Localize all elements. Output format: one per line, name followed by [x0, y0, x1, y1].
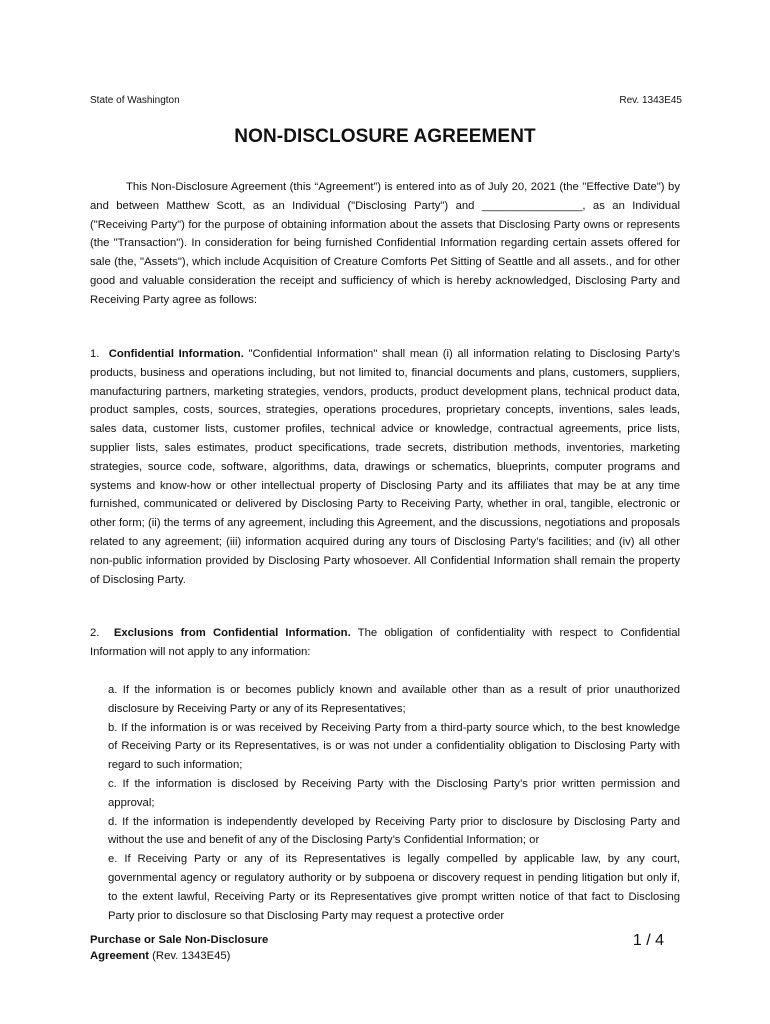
footer-title-line1: Purchase or Sale Non-Disclosure — [90, 934, 269, 946]
list-item: c. If the information is disclosed by Receiving Party with the Disclosing Party’s prior written permission and approval; — [108, 777, 680, 809]
section-text: The obligation of confidentiality with respect to Confidential Information will not apply to any information: — [90, 627, 681, 658]
exclusions-list — [108, 681, 680, 925]
footer-title — [90, 932, 268, 964]
section-number: 2. — [90, 627, 100, 639]
section-heading: Exclusions from Confidential Information. — [113, 627, 351, 639]
page-number: 1 / 4 — [632, 932, 664, 949]
document-title: NON-DISCLOSURE AGREEMENT — [234, 126, 536, 147]
footer-title-bold: Agreement — [90, 950, 150, 962]
section-number: 1. — [90, 348, 100, 360]
footer-title-line2 — [90, 948, 268, 964]
list-item: b. If the information is or was received by Receiving Party from a third-party source which, to the best knowledge of Receiving Party or its Representatives, is or was not under a confidentiality obligation to Disclosing Party with regard to such information; — [108, 721, 680, 772]
list-item: e. If Receiving Party or any of its Representatives is legally compelled by applicable law, by any court, governmental agency or regulatory authority or by subpoena or discovery request in pending litigation but only if, to the extent lawful, Receiving Party or its Representatives give prompt written notice of that fact to Disclosing Party prior to disclosure so that Disclosing Party may request a protective order — [108, 853, 680, 922]
intro-paragraph: This Non-Disclosure Agreement (this “Agreement”) is entered into as of July 20, 2021 (the "Effective Date") by and between Matthew Scott, as an Individual ("Disclosing Party") and ________________, as an Individual ("Receiving Party") for the purpose of obtaining information about the assets that Disclosing Party owns or represents (the "Transaction"). In consideration for being furnished Confidential Information regarding certain assets offered for sale (the, "Assets"), which include Acquisition of Creature Comforts Pet Sitting of Seattle and all assets., and for other good and valuable consideration the receipt and sufficiency of which is hereby acknowledged, Disclosing Party and Receiving Party agree as follows: — [90, 181, 680, 306]
revision-label: Rev. 1343E45 — [619, 95, 682, 106]
section-exclusions — [90, 624, 680, 662]
section-text: "Confidential Information" shall mean (i) all information relating to Disclosing Party’s products, business and operations including, but not limited to, financial documents and plans, customers, suppliers, manufacturing partners, marketing strategies, vendors, products, product development plans, technical product data, product samples, costs, sources, strategies, operations procedures, proprietary concepts, inventions, sales leads, sales data, customer lists, customer profiles, technical advice or knowledge, contractual agreements, price lists, supplier lists, sales estimates, product specifications, trade secrets, distribution methods, inventories, marketing strategies, source code, software, algorithms, data, drawings or schematics, blueprints, computer programs and systems and know-how or other intellectual property of Disclosing Party and its affiliates that may be at any time furnished, communicated or delivered by Disclosing Party to Receiving Party, whether in oral, tangible, electronic or other form; (ii) the terms of any agreement, including this Agreement, and the discussions, negotiations and proposals related to any agreement; (iii) information acquired during any tours of Disclosing Party’s facilities; and (iv) all other non-public information provided by Disclosing Party whosoever. All Confidential Information shall remain the property of Disclosing Party. — [90, 348, 681, 586]
list-item: d. If the information is independently developed by Receiving Party prior to disclosure by Disclosing Party and without the use and benefit of any of the Disclosing Party’s Confidential Information; or — [108, 815, 680, 847]
footer-title-rev: (Rev. 1343E45) — [149, 950, 231, 962]
state-label: State of Washington — [90, 95, 180, 106]
list-item: a. If the information is or becomes publicly known and available other than as a result of prior unauthorized disclosure by Receiving Party or any of its Representatives; — [108, 684, 680, 715]
section-confidential-information — [90, 345, 680, 589]
section-heading: Confidential Information. — [108, 348, 244, 360]
